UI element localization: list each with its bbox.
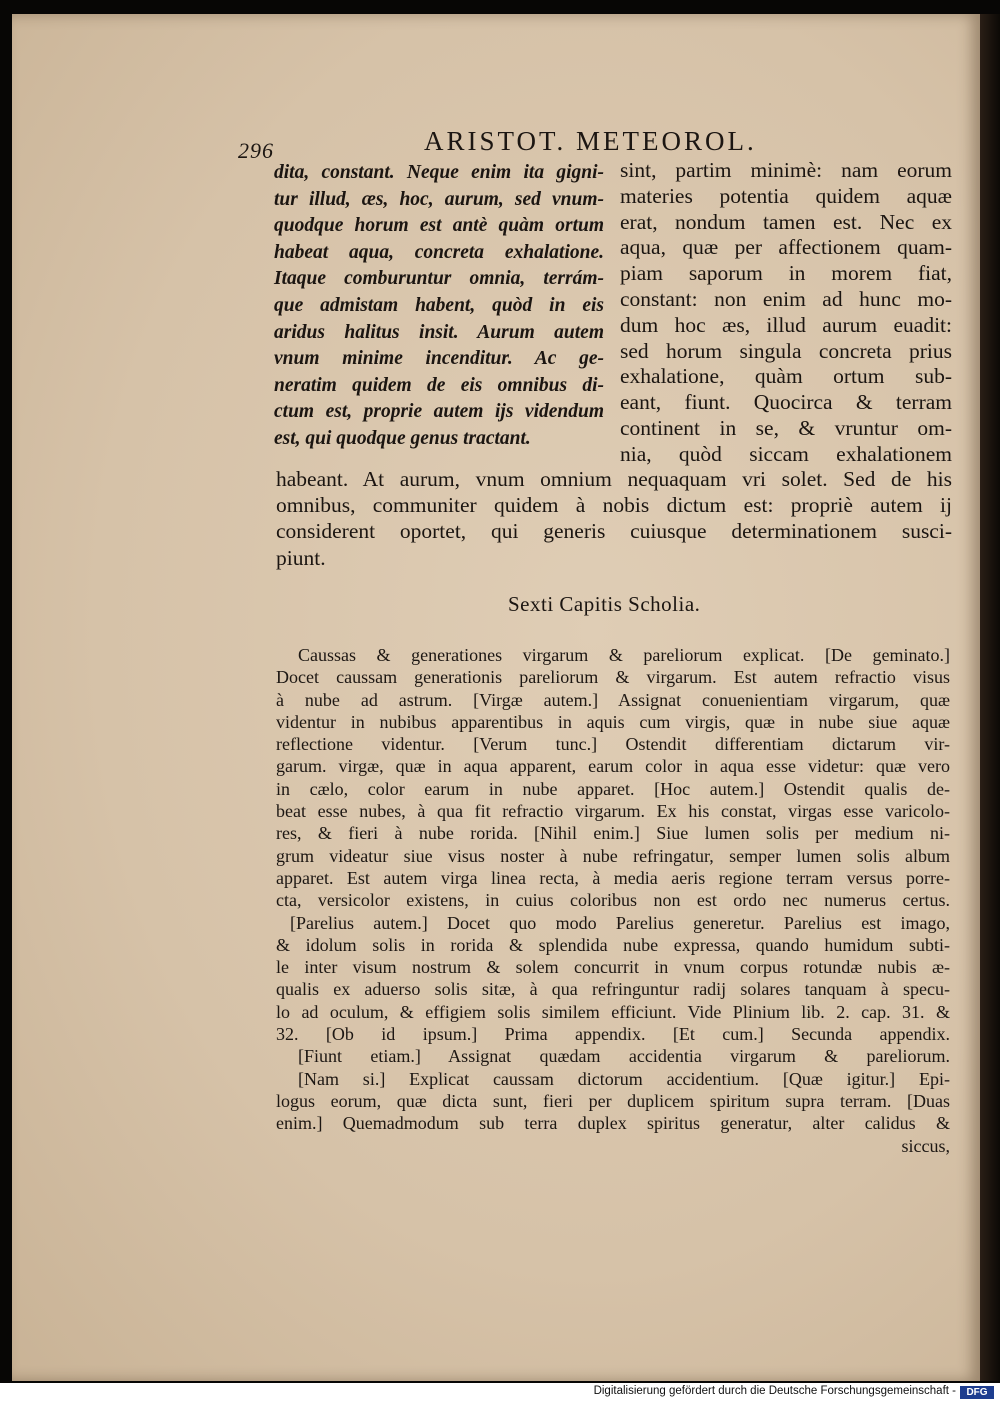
right-column-text	[620, 158, 952, 468]
scholia-line: qualis ex aduerso solis sitæ, à qua refringuntur radij solares tanquam à specu-	[276, 979, 950, 1000]
page-number: 296	[238, 138, 274, 163]
right-column-line: aqua, quæ per affectionem quam-	[620, 235, 952, 260]
scholia-line: & idolum solis in rorida & splendida nube expressa, quando humidum subti-	[276, 934, 950, 955]
scholia-line: logus eorum, quæ dicta sunt, fieri per duplicem spiritum supra terram. [Duas	[276, 1090, 950, 1111]
full-width-line: habeant. At aurum, vnum omnium nequaquam vri solet. Sed de his	[276, 467, 952, 491]
full-width-line: omnibus, communiter quidem à nobis dictum est: propriè autem ij	[276, 493, 952, 518]
left-column-line: ctum est, proprie autem ijs videndum	[274, 401, 604, 423]
scholia-line: 32. [Ob id ipsum.] Prima appendix. [Et cum.] Secunda appendix.	[276, 1024, 950, 1045]
left-column-line: Itaque comburuntur omnia, terrám-	[274, 268, 604, 290]
full-width-line: considerent oportet, qui generis cuiusque determinationem susci-	[276, 519, 952, 544]
left-column-line: dita, constant. Neque enim ita gigni-	[274, 162, 604, 183]
scholia-line: videntur in nubibus apparentibus in aquis cum virgis, quæ in nube siue aquæ	[276, 711, 950, 732]
left-column-line: que admistam habent, quòd in eis	[274, 294, 604, 316]
right-column-line: eant, fiunt. Quocirca & terram	[620, 390, 952, 415]
right-column-line: erat, nondum tamen est. Nec ex	[620, 209, 952, 234]
scholia-line: apparet. Est autem virga linea recta, à media aeris regione terram versus porre-	[276, 867, 950, 888]
right-column-line: piam saporum in morem fiat,	[620, 261, 952, 286]
scholia-line: beat esse nubes, à qua fit refractio virgarum. Ex his constat, virgas esse varicolo-	[276, 801, 950, 822]
scholia-line: Docet caussam generationis pareliorum & virgarum. Est autem refractio visus	[276, 667, 950, 688]
left-column-translation	[274, 160, 604, 453]
scholia-catchword: siccus,	[901, 1135, 950, 1156]
full-width-line: piunt.	[276, 545, 326, 570]
right-column-line: materies potentia quidem aquæ	[620, 183, 952, 208]
dfg-logo: DFG	[960, 1386, 994, 1399]
scholia-line: le inter visum nostrum & solem concurrit in vnum corpus rotundæ nubis æ-	[276, 957, 950, 978]
right-column-line: nia, quòd siccam exhalationem	[620, 441, 952, 466]
scholia-block	[276, 644, 950, 1157]
right-column-line: dum hoc æs, illud aurum euadit:	[620, 312, 952, 337]
scholia-line: lo ad oculum, & effigiem solis similem efficiunt. Vide Plinium lib. 2. cap. 31. &	[276, 1001, 950, 1022]
scholia-line: reflectione videntur. [Verum tunc.] Ostendit differentiam dictarum vir-	[276, 734, 950, 755]
scholia-line: grum videatur siue visus noster à nube refringatur, semper lumen solis album	[276, 845, 950, 866]
right-column-line: constant: non enim ad hunc mo-	[620, 286, 952, 311]
left-column-line: vnum minime incenditur. Ac ge-	[274, 348, 604, 370]
left-column-line: quodque horum est antè quàm ortum	[274, 215, 604, 237]
scholia-line: res, & fieri à nube rorida. [Nihil enim.] Siue lumen solis per medium ni-	[276, 823, 950, 844]
scholia-line: à nube ad astrum. [Virgæ autem.] Assignat conuenientiam virgarum, quæ	[276, 689, 950, 710]
right-column-line: exhalatione, quàm ortum sub-	[620, 364, 952, 389]
full-width-text	[276, 466, 952, 571]
right-column-line: continent in se, & vruntur om-	[620, 415, 952, 440]
left-column-line: est, qui quodque genus tractant.	[274, 427, 531, 449]
page-edge-shadow	[980, 14, 1000, 1381]
scholia-line: enim.] Quemadmodum sub terra duplex spiritus generatur, alter calidus &	[276, 1113, 950, 1134]
scholia-line: [Parelius autem.] Docet quo modo Parelius generetur. Parelius est imago,	[290, 912, 950, 933]
right-column-line: sed horum singula concreta prius	[620, 338, 952, 363]
scholia-line: cta, versicolor existens, in cuius coloribus non est ordo nec numerus certus.	[276, 890, 950, 911]
left-column-line: habeat aqua, concreta exhalatione.	[274, 241, 604, 263]
left-column-line: aridus halitus insit. Aurum autem	[274, 321, 604, 343]
scholia-line: [Nam si.] Explicat caussam dictorum accidentium. [Quæ igitur.] Epi-	[298, 1068, 950, 1089]
scholia-line: Caussas & generationes virgarum & pareliorum explicat. [De geminato.]	[298, 645, 950, 665]
running-title: ARISTOT. METEOROL.	[424, 126, 757, 156]
right-column-line: sint, partim minimè: nam eorum	[620, 158, 952, 182]
digitization-credit: Digitalisierung gefördert durch die Deutsche Forschungsgemeinschaft -	[593, 1385, 956, 1397]
left-column-line: tur illud, æs, hoc, aurum, sed vnum-	[274, 188, 604, 210]
scholia-line: garum. virgæ, quæ in aqua apparent, earum color in aqua esse videtur: quæ vero	[276, 756, 950, 777]
scholia-line: [Fiunt etiam.] Assignat quædam accidentia virgarum & pareliorum.	[298, 1046, 950, 1067]
left-column-line: neratim quidem de eis omnibus di-	[274, 374, 604, 396]
section-heading: Sexti Capitis Scholia.	[508, 592, 701, 616]
scholia-line: in cælo, color earum in nube apparet. [Hoc autem.] Ostendit qualis de-	[276, 778, 950, 799]
